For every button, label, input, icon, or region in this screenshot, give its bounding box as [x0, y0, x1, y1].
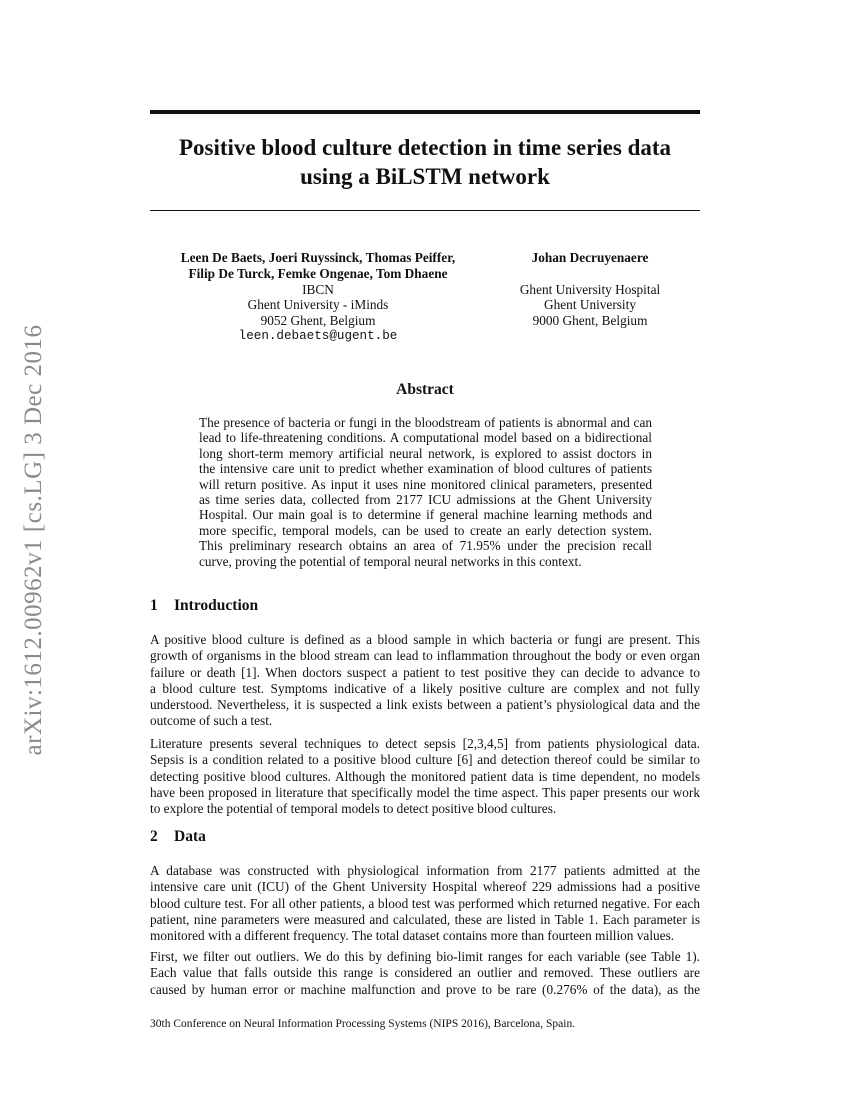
paragraph-line: Literature presents several techniques to detect sepsis [2,3,4,5] from patients physiological data. [150, 736, 700, 751]
paragraph-line: intensive care unit (ICU) of the Ghent University Hospital whereof 229 admissions had a positive [150, 879, 700, 895]
author-group-2 [500, 250, 680, 329]
abstract-line: more specific, temporal models, can be used to create an early detection system. [199, 522, 652, 538]
conference-footer: 30th Conference on Neural Information Processing Systems (NIPS 2016), Barcelona, Spain. [150, 1018, 576, 1030]
title-line: using a BiLSTM network [300, 164, 550, 189]
author-names: Leen De Baets, Joeri Ruyssinck, Thomas Peiffer, [180, 250, 456, 265]
paragraph-line: A positive blood culture is defined as a blood sample in which bacteria or fungi are present. This [150, 632, 700, 647]
author-names: Filip De Turck, Femke Ongenae, Tom Dhaene [188, 265, 448, 281]
section-title: Introduction [174, 597, 259, 614]
affiliation-line: 9000 Ghent, Belgium [532, 313, 648, 329]
abstract-line: as time series data, collected from 2177 ICU admissions at the Ghent University [199, 492, 652, 508]
affiliation-line: IBCN [302, 281, 334, 297]
title-top-rule [150, 110, 700, 114]
author-group-1 [163, 250, 473, 345]
author-name: Johan Decruyenaere [531, 250, 649, 265]
abstract-line: the intensive care unit to predict whether examination of blood cultures of patients [199, 461, 652, 477]
affiliation-line: 9052 Ghent, Belgium [260, 313, 376, 329]
paragraph-line: A database was constructed with physiological information from 2177 patients admitted at the [150, 863, 700, 878]
abstract-body [199, 415, 652, 569]
abstract-line: long short-term memory artificial neural network, is explored to assist doctors in [199, 445, 652, 461]
abstract-line: The presence of bacteria or fungi in the bloodstream of patients is abnormal and can [199, 415, 652, 430]
arxiv-identifier: arXiv:1612.00962v1 [cs.LG] 3 Dec 2016 [20, 324, 47, 756]
paragraph-line: to explore the potential of temporal models to detect positive blood cultures. [150, 801, 557, 817]
paragraph-line: failure or death [1]. When doctors suspect a patient to test positive they can decide to advance to [150, 664, 700, 680]
abstract-line: This preliminary research obtains an area of 71.95% under the precision recall [199, 538, 652, 554]
affiliation-line: Ghent University [544, 297, 636, 313]
abstract-heading: Abstract [396, 381, 454, 398]
paragraph-line: have been proposed in literature that specifically model the time aspect. This paper presents our work [150, 784, 700, 800]
paragraph-line: monitored with a different frequency. The total dataset contains more than fourteen million values. [150, 928, 675, 944]
paragraph [150, 632, 700, 730]
paragraph [150, 863, 700, 944]
title-bottom-rule [150, 210, 700, 211]
section-title: Data [174, 828, 206, 845]
title-line: Positive blood culture detection in time series data [178, 135, 672, 160]
paragraph-line: caused by human error or machine malfunction and prove to be rare (0.276% of the data), as the [150, 981, 700, 997]
paragraph-line: detecting positive blood cultures. Although the monitored patient data is time dependent, no models [150, 768, 700, 784]
paragraph-line: blood culture test. For all other patients, a blood test was performed which returned negative. For each [150, 895, 700, 911]
abstract-line: curve, proving the potential of temporal neural networks in this context. [199, 553, 582, 569]
paragraph [150, 949, 700, 998]
section-heading-data [150, 828, 206, 846]
paragraph [150, 736, 700, 817]
paragraph-line: outcome of such a test. [150, 713, 273, 729]
abstract-line: will return positive. As input it uses nine monitored clinical parameters, presented [199, 476, 652, 492]
abstract-line: lead to life-threatening conditions. A computational model based on a bidirectional [199, 430, 652, 446]
paragraph-line: a blood culture test. Symptoms indicative of a likely positive culture are complex and not fully [150, 680, 700, 696]
paragraph-line: First, we filter out outliers. We do this by defining bio-limit ranges for each variable (see Table 1). [150, 949, 700, 964]
paragraph-line: patient, nine parameters were measured and calculated, these are listed in Table 1. Each parameter is [150, 911, 700, 927]
paragraph-line: growth of organisms in the blood stream can lead to inflammation throughout the body or even organ [150, 648, 700, 664]
section-number: 2 [150, 828, 158, 845]
affiliation-line: Ghent University Hospital [519, 281, 661, 297]
paragraph-line: Each value that falls outside this range is considered an outlier and removed. These outliers are [150, 965, 700, 981]
affiliation-line: Ghent University - iMinds [247, 297, 389, 313]
section-number: 1 [150, 597, 158, 614]
abstract-line: Hospital. Our main goal is to determine if general machine learning methods and [199, 507, 652, 523]
paper-title [150, 133, 700, 191]
paragraph-line: Sepsis is a condition related to a positive blood culture [6] and detection thereof could be similar to [150, 752, 700, 768]
author-email: leen.debaets@ugent.be [238, 328, 398, 343]
paragraph-line: understood. Nevertheless, it is suspected a link exists between a patient’s physiological data and the [150, 697, 700, 713]
section-heading-introduction [150, 597, 258, 615]
